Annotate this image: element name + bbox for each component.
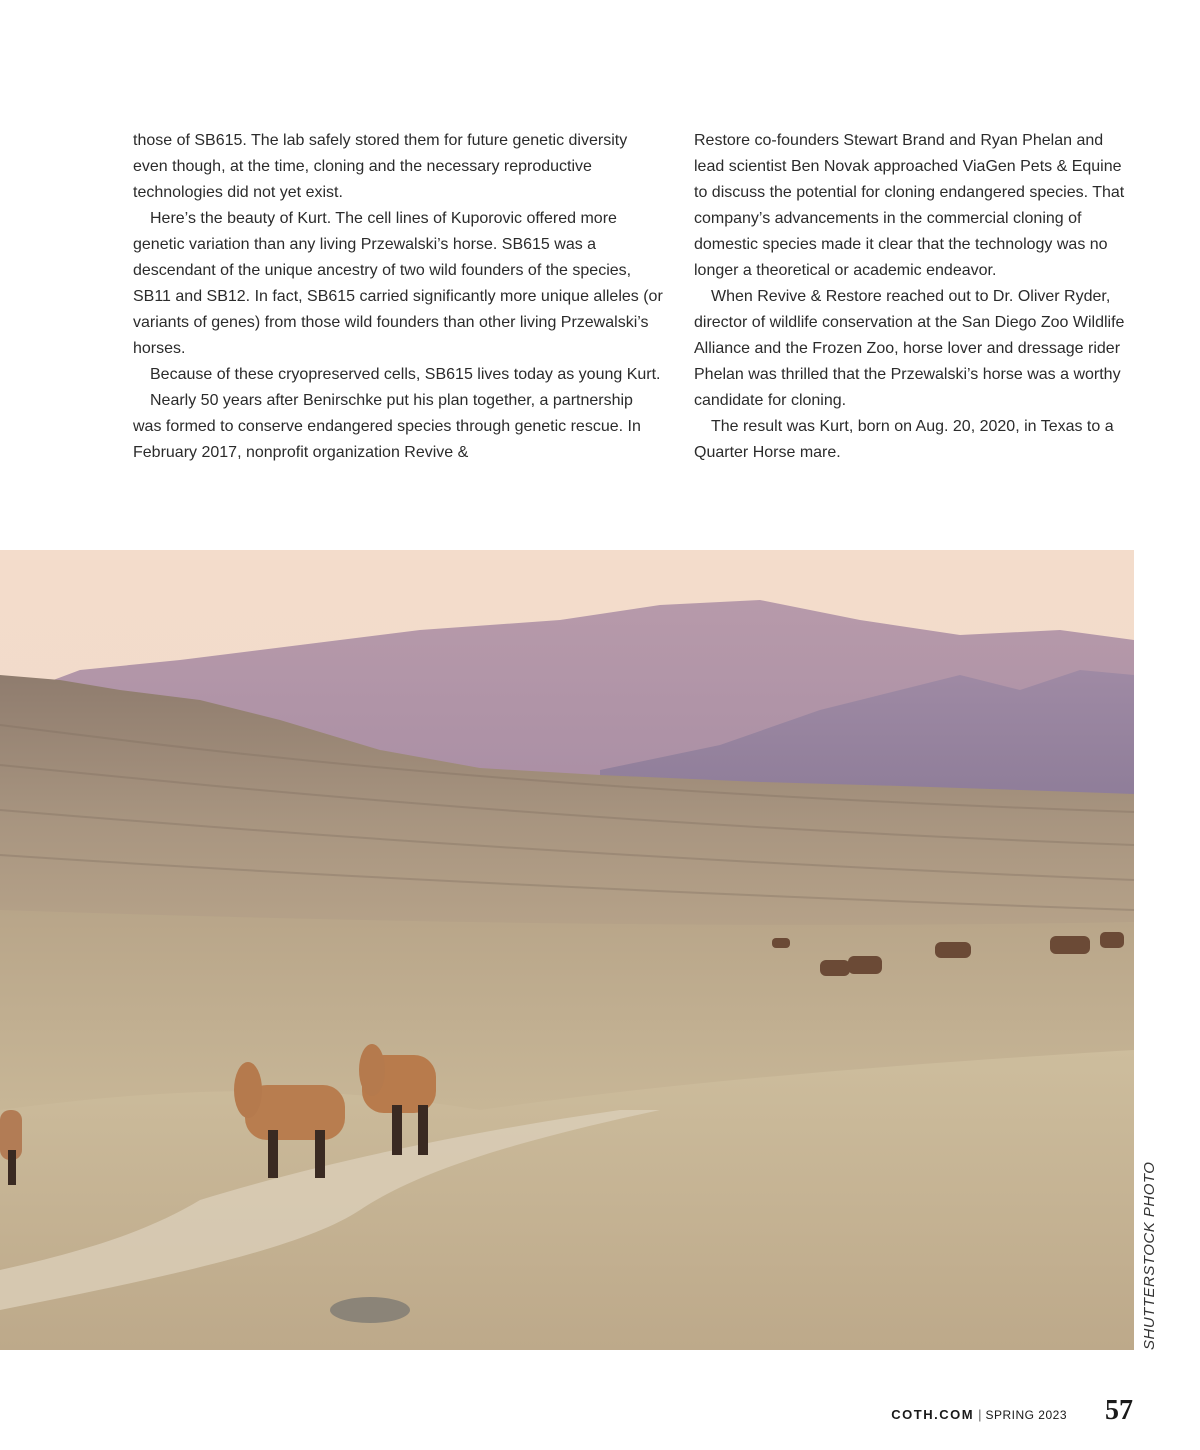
paragraph: Nearly 50 years after Benirschke put his plan together, a partnership was formed to conserve endangered species through genetic rescue. In February 2017, nonprofit organization Revive & [133,392,641,461]
footer-separator: | [978,1407,982,1422]
footer-site: COTH.COM [891,1407,975,1422]
paragraph: Here’s the beauty of Kurt. The cell lines of Kuporovic offered more genetic variation than any living Przewalski’s horse. SB615 was a descendant of the unique ancestry of two wild founders of the species, SB11 and SB12. In fact, SB615 carried significantly more unique alleles (or variants of genes) from those wild founders than other living Przewalski’s horses. [133,210,663,357]
paragraph: When Revive & Restore reached out to Dr. Oliver Ryder, director of wildlife conservation at the San Diego Zoo Wildlife Alliance and the Frozen Zoo, horse lover and dressage rider Phelan was thrilled that the Przewalski’s horse was a worthy candidate for cloning. [694,288,1125,409]
photo-credit [1136,1158,1160,1350]
footer-issue: SPRING 2023 [985,1408,1067,1422]
paragraph: those of SB615. The lab safely stored them for future genetic diversity even though, at the time, cloning and the necessary reproductive technologies did not yet exist. [133,132,628,201]
steppe-horses-illustration [0,550,1134,1350]
page-footer [891,1395,1133,1435]
article-left-column [133,128,663,466]
paragraph: Because of these cryopreserved cells, SB615 lives today as young Kurt. [150,366,661,383]
landscape-photo [0,550,1134,1350]
article-right-column [694,128,1134,466]
photo-credit-text: SHUTTERSTOCK PHOTO [1141,1161,1158,1350]
page-number: 57 [1105,1395,1133,1426]
paragraph: The result was Kurt, born on Aug. 20, 2020, in Texas to a Quarter Horse mare. [694,418,1114,461]
paragraph: Restore co-founders Stewart Brand and Ryan Phelan and lead scientist Ben Novak approached ViaGen Pets & Equine to discuss the potential for cloning endangered species. That company’s advancements in the commercial cloning of domestic species made it clear that the technology was no longer a theoretical or academic endeavor. [694,132,1125,279]
